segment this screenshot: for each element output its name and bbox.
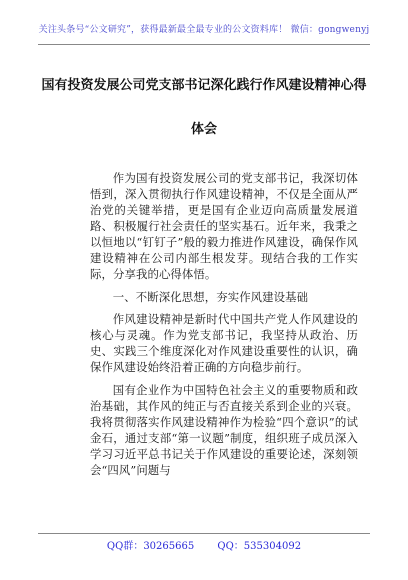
contact-footer [0,537,408,552]
section-heading: 一、不断深化思想，夯实作风建设基础 [112,290,309,304]
body-paragraph: 国有企业作为中国特色社会主义的重要物质和政治基础，其作风的纯正与否直接关系到企业的兴衰。我将贯彻落实作风建设精神作为检验“四个意识”的试金石，通过支部“第一议题”制度，组织班子成员深入学习习近平总书记关于作风建设的重要论述，深刻领会“四风”问题与 [90,383,358,477]
body-paragraph: 作风建设精神是新时代中国共产党人作风建设的核心与灵魂。作为党支部书记，我坚持从政治、历史、实践三个维度深化对作风建设重要性的认识，确保作风建设始终沿着正确的方向稳步前行。 [90,312,358,374]
qq-group-number: QQ群：30265665 [106,541,195,552]
qq-number: QQ：535304092 [217,541,302,552]
header-divider [38,44,370,45]
intro-paragraph: 作为国有投资发展公司的党支部书记，我深切体悟到，深入贯彻执行作风建设精神，不仅是全面从严治党的关键举措，更是国有企业迈向高质量发展道路、积极履行社会责任的坚实基石。近年来，我秉之以恒地以“钉钉子”般的毅力推进作风建设，确保作风建设精神在公司内部生根发芽。现结合我的工作实际，分享我的心得体悟。 [90,171,358,281]
promo-header: 关注头条号“公文研究”，获得最新最全最专业的公文资料库！ 微信：gongwenyj [38,25,370,35]
document-title-continued: 体会 [190,122,217,137]
document-body [90,170,358,485]
footer-divider [38,533,370,534]
document-title: 国有投资发展公司党支部书记深化践行作风建设精神心得 [41,78,367,93]
